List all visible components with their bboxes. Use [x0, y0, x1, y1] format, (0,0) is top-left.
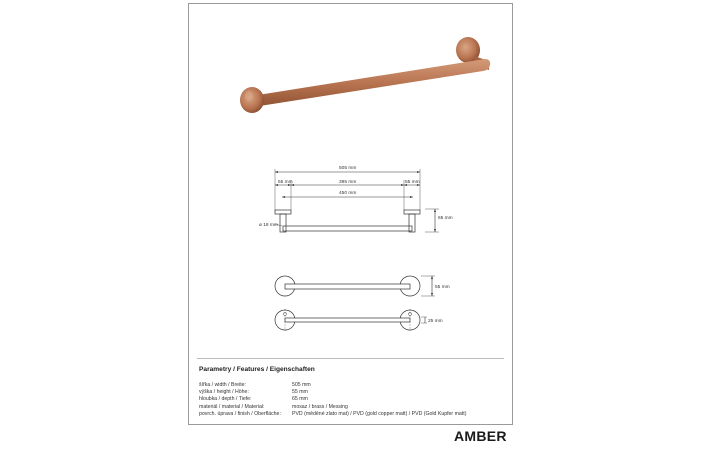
spec-value: 505 mm — [292, 382, 311, 388]
side-bar — [283, 226, 412, 231]
product-sheet — [188, 3, 513, 425]
dim-center: 395 mm — [339, 180, 357, 185]
spec-row — [199, 382, 504, 389]
dim-depth: 65 mm — [438, 216, 453, 221]
specs-title: Parametry / Features / Eigenschaften — [199, 366, 315, 373]
spec-label: materiál / material / Material: — [199, 403, 265, 410]
brand-name: AMBER — [454, 428, 507, 444]
dim-inner: 450 mm — [339, 191, 357, 196]
dim-rod: 25 mm — [428, 319, 443, 324]
spec-row — [199, 396, 504, 403]
dim-height: 55 mm — [435, 285, 450, 290]
spec-value: 65 mm — [292, 396, 308, 403]
spec-value: 55 mm — [292, 389, 308, 396]
left-flange — [275, 210, 291, 214]
spec-label: povrch. úprava / finish / Oberfläche: — [199, 410, 281, 417]
dim-left-margin: 55 mm — [278, 180, 293, 185]
specs-table — [199, 382, 504, 418]
right-flange — [404, 210, 420, 214]
front-bar — [285, 284, 410, 289]
spec-value: PVD (měděné zlato mat) / PVD (gold copper matt) / PVD (Gold Kupfer matt) — [292, 410, 467, 417]
dim-overall: 505 mm — [339, 166, 357, 171]
technical-drawing — [189, 4, 514, 354]
divider — [197, 358, 504, 359]
dim-diameter: ø 18 mm — [259, 223, 278, 228]
spec-row — [199, 411, 504, 418]
spec-row — [199, 389, 504, 396]
top-bar — [285, 318, 410, 322]
spec-row — [199, 404, 504, 411]
spec-value: mosaz / brass / Messing — [292, 403, 348, 410]
spec-label: hloubka / depth / Tiefe: — [199, 396, 252, 403]
dim-right-margin: 55 mm — [405, 180, 420, 185]
spec-label: výška / height / Höhe: — [199, 389, 249, 396]
spec-label: šířka / width / Breite: — [199, 382, 246, 388]
